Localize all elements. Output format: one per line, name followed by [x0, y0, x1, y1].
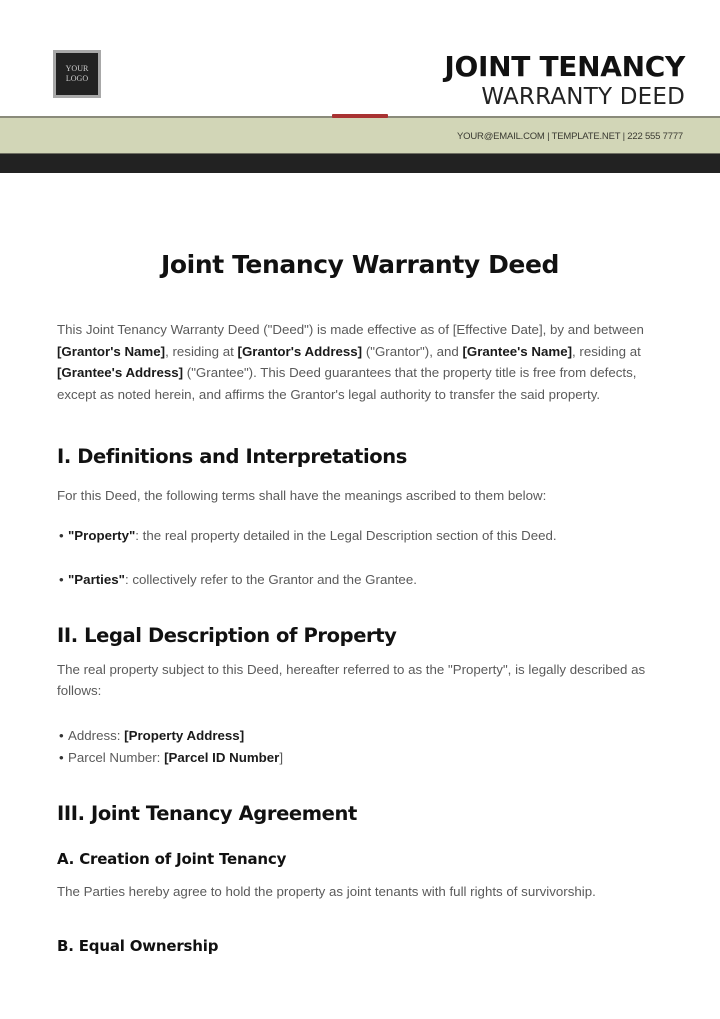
- list-item: [57, 569, 677, 591]
- property-details-list: [57, 725, 677, 769]
- section-heading-definitions: I. Definitions and Interpretations: [57, 445, 407, 468]
- list-item: [57, 525, 677, 547]
- intro-text: ("Grantor"), and: [362, 343, 463, 359]
- property-address-placeholder: [Property Address]: [124, 727, 245, 743]
- intro-text: ("Grantee"). This Deed guarantees that the property title is free from defects, except as noted herein, and affirms the Grantor's legal authority to transfer the said property.: [57, 365, 637, 402]
- document-body: [57, 248, 677, 956]
- intro-text: , residing at: [572, 343, 641, 359]
- definition-text: : collectively refer to the Grantor and the Grantee.: [124, 572, 417, 587]
- intro-text: This Joint Tenancy Warranty Deed ("Deed") is made effective as of [Effective Date], by and between: [57, 322, 644, 337]
- property-detail-label: Parcel Number:: [68, 749, 165, 765]
- red-accent-bar: [332, 114, 388, 118]
- parcel-id-placeholder: [Parcel ID Number: [164, 749, 280, 765]
- list-item: [57, 725, 677, 747]
- creation-paragraph: The Parties hereby agree to hold the property as joint tenants with full rights of survivorship.: [57, 883, 596, 899]
- header-title-main: JOINT TENANCY: [444, 50, 685, 83]
- definition-term: "Parties": [68, 572, 125, 587]
- intro-paragraph: [57, 319, 677, 405]
- document-header: [0, 0, 720, 175]
- document-title: Joint Tenancy Warranty Deed: [160, 250, 560, 279]
- section-heading-legal-description: II. Legal Description of Property: [57, 623, 397, 647]
- property-detail-label: Address:: [68, 727, 125, 743]
- subsection-heading-equal-ownership: B. Equal Ownership: [57, 937, 219, 955]
- contact-band: [0, 118, 720, 153]
- grantor-address-placeholder: [Grantor's Address]: [237, 343, 363, 359]
- grantor-name-placeholder: [Grantor's Name]: [57, 343, 166, 359]
- subsection-heading-creation: A. Creation of Joint Tenancy: [57, 849, 287, 868]
- header-title-block: [444, 50, 685, 110]
- definition-text: : the real property detailed in the Legal Description section of this Deed.: [135, 527, 557, 543]
- definitions-list: [57, 525, 677, 591]
- property-detail-suffix: ]: [279, 749, 284, 765]
- logo-text-line1: YOUR: [65, 64, 89, 73]
- legal-description-paragraph: The real property subject to this Deed, hereafter referred to as the "Property", is legally described as follows:: [57, 661, 646, 698]
- dark-band: [0, 153, 720, 173]
- header-title-sub: WARRANTY DEED: [481, 84, 685, 110]
- contact-info: YOUR@EMAIL.COM | TEMPLATE.NET | 222 555 7777: [457, 131, 683, 142]
- definitions-paragraph: For this Deed, the following terms shall have the meanings ascribed to them below:: [57, 488, 547, 503]
- logo-text-line2: LOGO: [65, 74, 89, 83]
- section-heading-joint-tenancy-agreement: III. Joint Tenancy Agreement: [57, 801, 357, 825]
- logo-placeholder: [53, 50, 101, 98]
- definition-term: "Property": [68, 527, 136, 543]
- intro-text: , residing at: [165, 343, 238, 359]
- grantee-name-placeholder: [Grantee's Name]: [462, 343, 573, 359]
- list-item: [57, 747, 677, 769]
- grantee-address-placeholder: [Grantee's Address]: [57, 365, 184, 380]
